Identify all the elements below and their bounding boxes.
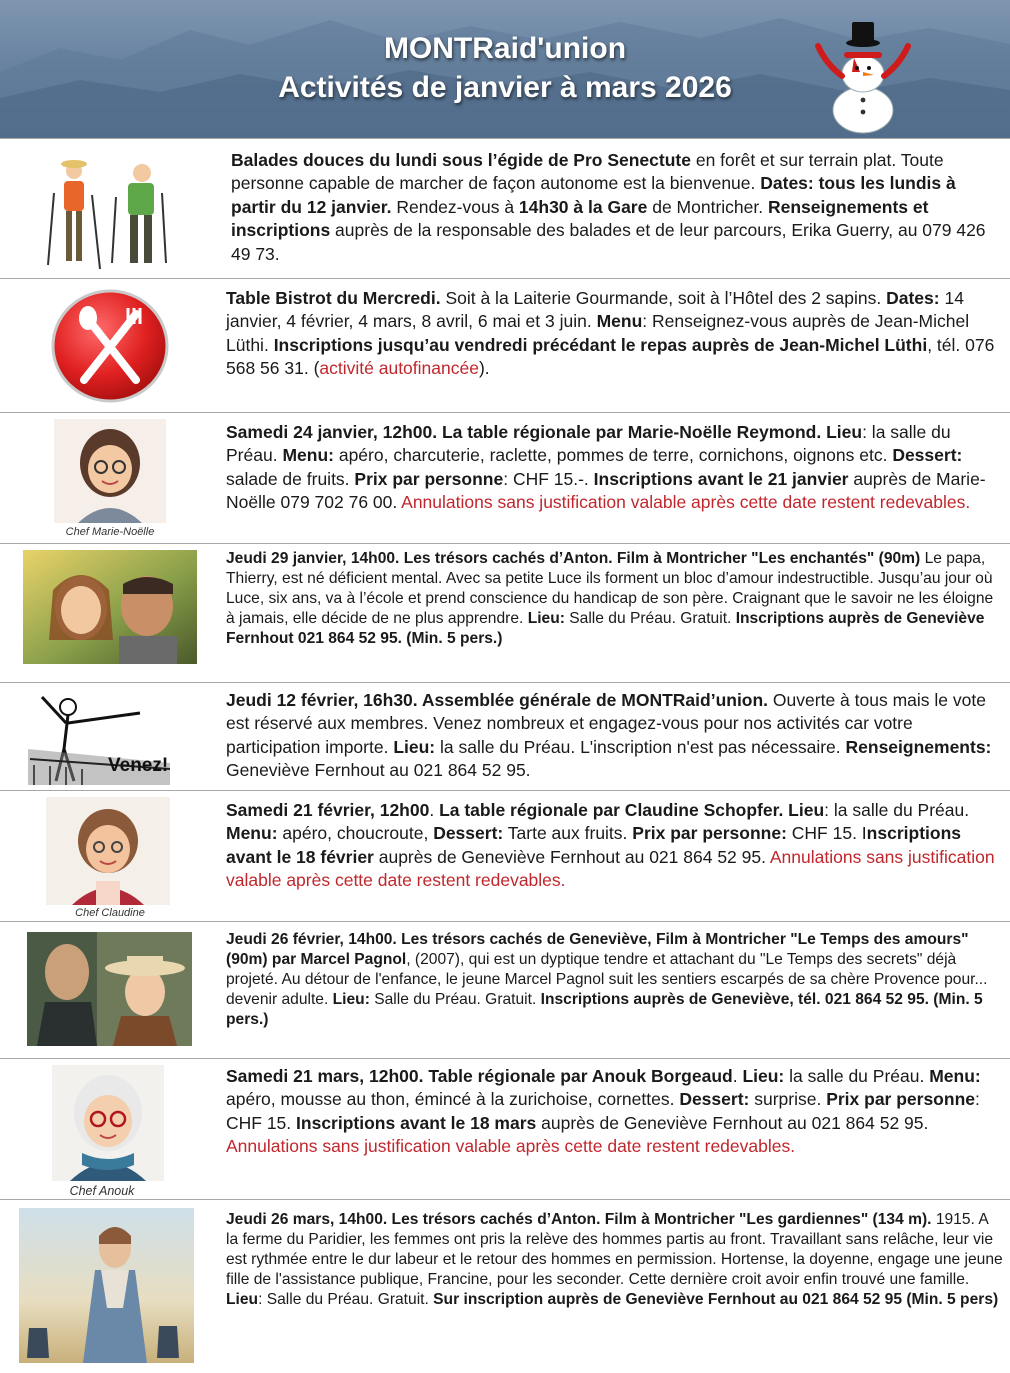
event-text [226,1210,1004,1310]
body-text: la salle du Préau. L'inscription n'est pas nécessaire. [435,736,846,757]
warning-text: Annulations sans justification valable après cette date restent redevables. [226,1136,796,1157]
body-text: : CHF 15. [226,1089,980,1133]
body-text: ). [478,358,490,379]
chef-portrait-anouk [52,1065,164,1181]
event-row-film-les-gardiennes [0,1200,1010,1373]
body-text: . [429,800,440,820]
bold-text: nscriptions avant le 18 février [226,823,961,867]
bold-text: Inscriptions avant le 21 janvier [593,468,849,489]
chef-portrait-claudine [46,797,170,905]
body-text: Geneviève Fernhout au 021 864 52 95. [226,760,531,781]
event-text [226,799,1004,893]
bold-text: Inscriptions auprès de Geneviève, tél. 021 864 52 95. (Min. 5 pers.) [226,990,983,1028]
bold-text: Samedi 24 janvier, 12h00. La table régionale par Marie-Noëlle Reymond. Lieu [226,422,863,442]
warning-text: Annulations sans justification valable après cette date restent redevables. [401,492,971,513]
event-text [226,1065,1004,1159]
film-still-les-enchantes [23,550,197,664]
body-text: Salle du Préau. Gratuit. [564,609,736,627]
header-banner [0,0,1010,138]
body-text: surprise. [749,1089,827,1110]
fork-knife-icon [50,288,170,404]
event-row-table-claudine [0,791,1010,922]
bold-text: Jeudi 12 février, 16h30. Assemblée générale de MONTRaid’union. [226,690,769,710]
bold-text: Inscriptions auprès de Geneviève Fernhout 021 864 52 95. (Min. 5 pers.) [226,609,985,647]
bold-text: Lieu: [527,609,565,627]
bold-text: Samedi 21 février, 12h00 [226,800,430,820]
body-text: Tarte aux fruits. [503,823,633,844]
chef-caption-marie-noelle: Chef Marie-Noëlle [65,526,155,538]
event-row-film-temps-des-amours [0,922,1010,1059]
body-text: auprès de Marie-Noëlle 079 702 76 00. [226,468,986,513]
bold-text: Menu [596,311,643,332]
bold-text: Jeudi 29 janvier, 14h00. Les trésors cachés d’Anton. Film à Montricher "Les enchantés" (90m) [226,550,921,567]
bold-text: Jeudi 26 mars, 14h00. Les trésors cachés d’Anton. Film à Montricher "Les gardiennes" (134 m). [226,1211,932,1228]
body-text: 1915. A la ferme du Paridier, les femmes ont pris la relève des hommes partis au front. Travaillant sans relâche, leur vie est rythmée entre le dur labeur et le retour des hommes en permission. Hortense, la doyenne, engage une jeune fille de l'assistance publique, Francine, pour les seconder. Cette dernière croit avoir enfin trouvé une famille. [226,1211,1003,1288]
body-text: la salle du Préau. [784,1066,930,1086]
bold-text: Dates: tous les lundis à partir du 12 janvier. [231,173,956,217]
body-text: salade de fruits. [226,468,355,489]
header-title-line1: MONTRaid'union [383,32,627,65]
body-text: auprès de Geneviève Fernhout au 021 864 52 95. [373,846,770,867]
body-text: : la salle du Préau. [226,422,951,466]
warning-text: activité autofinancée [319,358,479,379]
hikers-illustration [44,153,170,273]
bold-text: Lieu: [332,990,370,1008]
body-text: Ouverte à tous mais le vote est réservé aux membres. Venez nombreux et engagez-vous pour nos activités car votre participation importe. [226,690,986,757]
chef-caption-claudine: Chef Claudine [75,907,145,919]
body-text: Rendez-vous à [391,196,519,217]
event-row-bistrot [0,279,1010,413]
event-row-balades [0,138,1010,279]
warning-text: Annulations sans justification valable après cette date restent redevables. [226,846,995,891]
bold-text: Menu: [929,1066,981,1086]
snowman-icon [808,16,918,134]
body-text: apéro, mousse au thon, émincé à la zurichoise, cornettes. [226,1089,680,1110]
bold-text: Inscriptions avant le 18 mars [296,1112,537,1133]
body-text: : Salle du Préau. Gratuit. [258,1290,434,1308]
bold-text: La table régionale par Claudine Schopfer. Lieu [439,800,825,820]
bold-text: Dessert: [679,1089,750,1110]
event-row-film-les-enchantes [0,544,1010,683]
bold-text: Dessert: [433,823,504,844]
film-still-temps-des-amours [27,932,192,1046]
body-text: : CHF 15.-. [503,468,594,489]
bold-text: Samedi 21 mars, 12h00. Table régionale par Anouk Borgeaud [226,1066,733,1086]
bold-text: Lieu: [393,736,436,757]
body-text: : Renseignez-vous auprès de Jean-Michel Lüthi. [226,311,970,355]
bold-text: Renseignements: [845,736,992,757]
chef-portrait-marie-noelle [54,419,166,523]
chef-caption-anouk: Chef Anouk [69,1184,135,1198]
bold-text: Inscriptions jusqu’au vendredi précédant le repas auprès de Jean-Michel Lüthi [273,334,928,355]
body-text: de Montricher. [647,196,768,217]
venez-caption: Venez! [108,755,169,776]
event-text [226,421,1004,515]
bold-text: Dates: [886,288,940,308]
body-text: : la salle du Préau. [824,800,970,820]
event-text [226,930,1004,1030]
body-text: Le papa, Thierry, est né déficient mental. Avec sa petite Luce ils forment un bloc d’amour indestructible. Jusqu’au jour où Luce, six ans, va à l’école et prend conscience du handicap de son père. Craignant que le savoir ne les éloigne à jamais, elle décide de ne plus apprendre. [226,550,994,627]
bold-text: Table Bistrot du Mercredi. [226,288,441,308]
bold-text: Lieu: [742,1066,785,1086]
body-text: Soit à la Laiterie Gourmande, soit à l’Hôtel des 2 sapins. [440,288,887,308]
bold-text: Prix par personne: [632,823,787,844]
bold-text: Balades douces du lundi sous l’égide de Pro Senectute [231,150,691,170]
bold-text: 14h30 à la Gare [518,196,648,217]
body-text: , (2007), qui est un dyptique tendre et attachant du "Le Temps des secrets" déjà projeté. Au détour de l'enfance, le jeune Marcel Pagnol suit les sentiers escarpés de sa chère Provence pour... devenir adulte. [226,950,988,1008]
body-text: apéro, charcuterie, raclette, pommes de terre, cornichons, oignons etc. [333,445,893,466]
bold-text: Prix par personne [826,1089,975,1110]
film-still-les-gardiennes [19,1208,194,1363]
body-text: apéro, choucroute, [277,823,434,844]
event-text [226,549,1004,649]
bold-text: Jeudi 26 février, 14h00. Les trésors cachés de Geneviève, Film à Montricher "Le Temps des amours" (90m) par Marcel Pagnol [226,931,969,968]
body-text: auprès de Geneviève Fernhout au 021 864 52 95. [536,1112,929,1133]
bold-text: Dessert: [892,445,963,466]
body-text: Salle du Préau. Gratuit. [369,990,541,1008]
bold-text: Prix par personne [354,468,504,489]
bold-text: Lieu [226,1290,259,1308]
body-text: CHF 15. I [786,823,867,844]
body-text: . [732,1066,743,1086]
event-text [231,149,1004,266]
event-row-table-marie-noelle [0,413,1010,544]
bold-text: Menu: [282,445,334,466]
header-title-line2: Activités de janvier à mars 2026 [278,71,732,104]
bold-text: Menu: [226,823,278,844]
event-row-assemblee-generale [0,683,1010,791]
event-text [226,287,1004,381]
bold-text: Renseignements et inscriptions [231,196,929,241]
event-text [226,689,1004,783]
body-text: auprès de la responsable des balades et de leur parcours, Erika Guerry, au 079 426 49 73. [231,220,986,264]
body-text: 14 janvier, 4 février, 4 mars, 8 avril, 6 mai et 3 juin. [226,288,964,332]
body-text: , tél. 076 568 56 31. ( [226,334,995,379]
body-text: en forêt et sur terrain plat. Toute personne capable de marcher de façon autonome est la bienvenue. [231,150,944,194]
bold-text: Sur inscription auprès de Geneviève Fernhout au 021 864 52 95 (Min. 5 pers) [433,1290,999,1308]
event-row-table-anouk [0,1059,1010,1200]
